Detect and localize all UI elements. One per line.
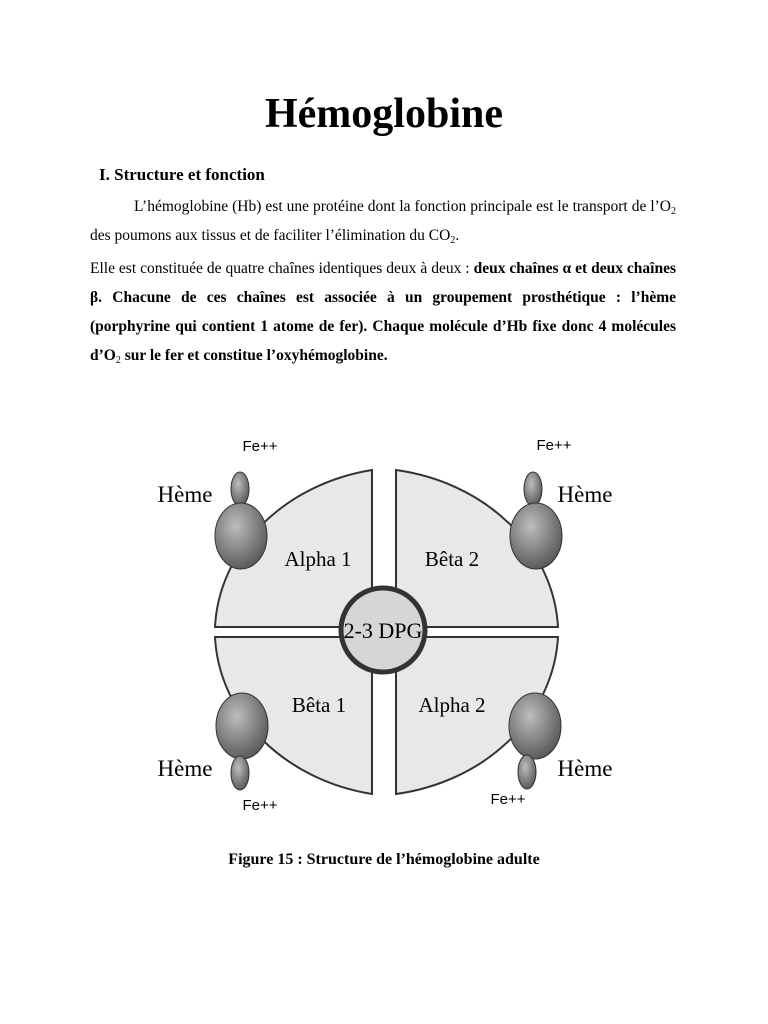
paragraph-bold-text: sur le fer et constitue l’oxyhémoglobine. (120, 347, 388, 364)
page-title: Hémoglobine (265, 91, 503, 137)
bold-chains-text: deux chaînes α et deux chaînes β (90, 260, 677, 306)
heme-group-icon (509, 693, 561, 759)
heme-label: Hème (157, 756, 213, 781)
heme-group-icon (215, 503, 267, 569)
iron-atom-icon (518, 755, 536, 789)
subscript-2: 2 (115, 355, 121, 366)
paragraph-structure (90, 192, 676, 250)
iron-label: Fe++ (536, 437, 572, 454)
caption-prefix: Figure 15 : (228, 851, 307, 868)
subscript-2: 2 (671, 206, 676, 217)
paragraph-text: . (455, 227, 460, 244)
iron-label: Fe++ (490, 791, 526, 808)
iron-label: Fe++ (242, 438, 278, 455)
iron-atom-icon (231, 472, 249, 506)
iron-atom-icon (231, 756, 249, 790)
figure-caption (0, 849, 768, 871)
paragraph-text: L’hémoglobine (Hb) est une protéine dont la fonction principale est le transport de l’O (134, 198, 671, 215)
subscript-2: 2 (450, 235, 456, 246)
paragraph-text: Elle est constituée de quatre chaînes identiques deux à deux : (90, 260, 474, 277)
heme-group-icon (216, 693, 268, 759)
iron-label: Fe++ (242, 797, 278, 814)
chain-label-beta-2: Bêta 2 (424, 547, 480, 571)
chain-label-beta-1: Bêta 1 (291, 693, 347, 717)
hemoglobin-figure (140, 425, 640, 825)
chain-label-alpha-1: Alpha 1 (284, 547, 352, 571)
section-heading: I. Structure et fonction (99, 165, 265, 184)
dpg-label: 2-3 DPG (343, 618, 423, 643)
hemoglobin-diagram (140, 425, 640, 825)
chain-label-alpha-2: Alpha 2 (418, 693, 486, 717)
paragraph-bold-text: . Chacune de ces chaînes est associée à un groupement prosthétique : l’hème (porphyrine qui contient 1 atome de fer). Chaque molécule d’Hb fixe donc 4 molécules d’O (90, 289, 676, 364)
paragraph-chains (90, 254, 676, 370)
heme-label: Hème (157, 482, 213, 507)
heme-label: Hème (557, 482, 613, 507)
iron-atom-icon (524, 472, 542, 506)
heme-label: Hème (557, 756, 613, 781)
caption-text: Structure de l’hémoglobine adulte (306, 851, 540, 868)
heme-group-icon (510, 503, 562, 569)
paragraph-text: des poumons aux tissus et de faciliter l’élimination du CO (90, 227, 451, 244)
